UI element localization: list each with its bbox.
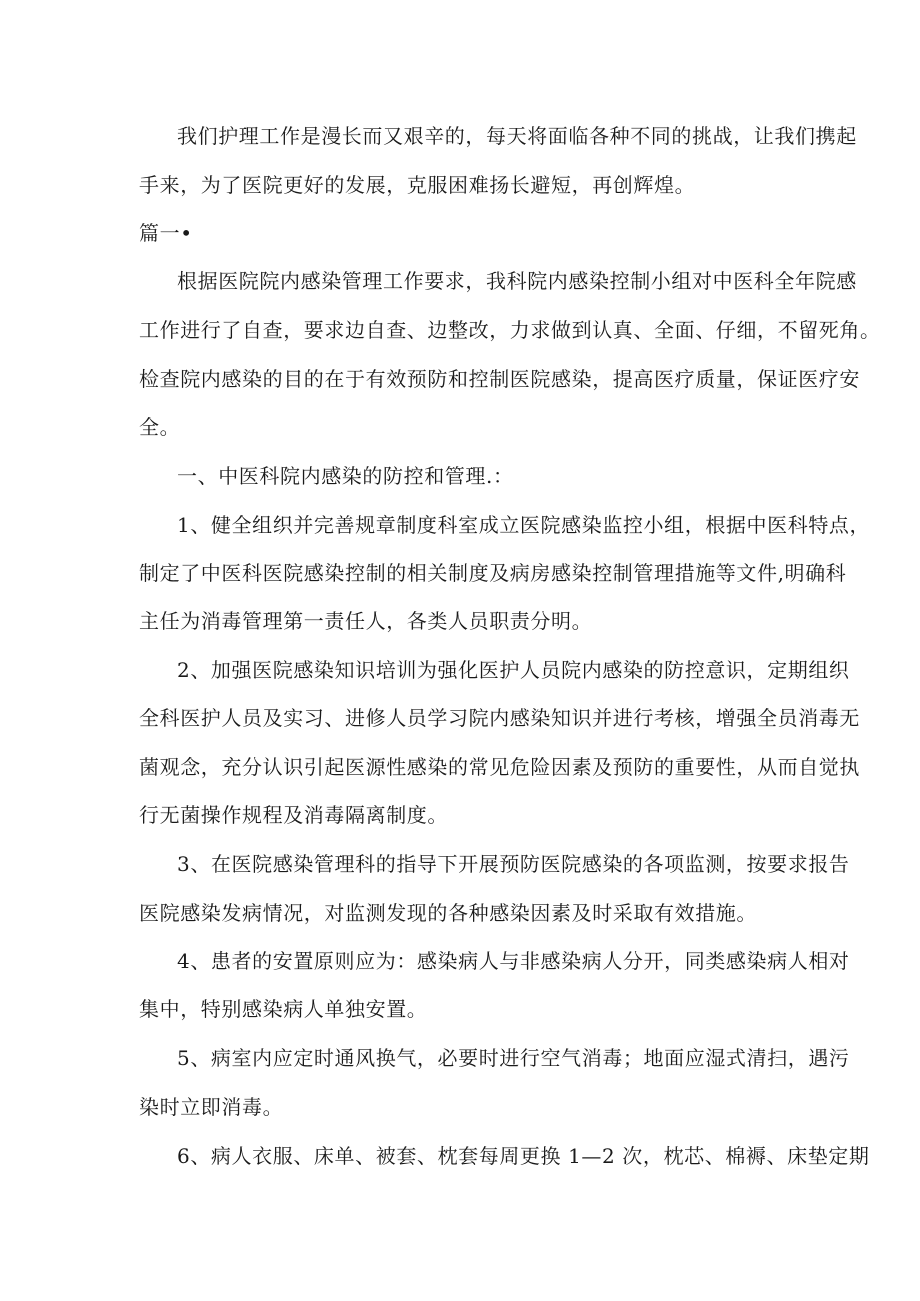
overview-line: 检查院内感染的目的在于有效预防和控制医院感染，提高医疗质量，保证医疗安 xyxy=(139,367,860,391)
item-3-line: 医院感染发病情况，对监测发现的各种感染因素及时采取有效措施。 xyxy=(139,901,757,925)
section-heading: 篇一• xyxy=(139,221,193,245)
item-1-line: 1、健全组织并完善规章制度科室成立医院感染监控小组，根据中医科特点， xyxy=(177,513,871,537)
item-2-line: 菌观念，充分认识引起医源性感染的常见危险因素及预防的重要性，从而自觉执 xyxy=(139,755,860,779)
item-3-line: 3、在医院感染管理科的指导下开展预防医院感染的各项监测，按要求报告 xyxy=(177,852,850,876)
item-1-line: 主任为消毒管理第一责任人，各类人员职责分明。 xyxy=(139,609,593,633)
item-5-line: 5、病室内应定时通风换气，必要时进行空气消毒；地面应湿式清扫，遇污 xyxy=(177,1046,850,1070)
intro-line: 我们护理工作是漫长而又艰辛的，每天将面临各种不同的挑战，让我们携起 xyxy=(177,124,857,148)
overview-line: 工作进行了自查，要求边自查、边整改，力求做到认真、全面、仔细，不留死角。 xyxy=(139,318,881,342)
item-2-line: 全科医护人员及实习、进修人员学习院内感染知识并进行考核，增强全员消毒无 xyxy=(139,706,860,730)
item-4-line: 集中，特别感染病人单独安置。 xyxy=(139,997,428,1021)
item-5-line: 染时立即消毒。 xyxy=(139,1095,284,1119)
item-2-line: 2、加强医院感染知识培训为强化医护人员院内感染的防控意识，定期组织 xyxy=(177,658,850,682)
overview-line: 全。 xyxy=(139,415,181,439)
overview-line: 根据医院院内感染管理工作要求，我科院内感染控制小组对中医科全年院感 xyxy=(177,269,857,293)
item-1-line: 制定了中医科医院感染控制的相关制度及病房感染控制管理措施等文件,明确科 xyxy=(139,561,847,585)
item-4-line: 4、患者的安置原则应为：感染病人与非感染病人分开，同类感染病人相对 xyxy=(177,949,850,973)
item-6-line: 6、病人衣服、床单、被套、枕套每周更换 1—2 次，枕芯、棉褥、床垫定期 xyxy=(177,1144,870,1168)
intro-line: 手来，为了医院更好的发展，克服困难扬长避短，再创辉煌。 xyxy=(139,173,696,197)
item-2-line: 行无菌操作规程及消毒隔离制度。 xyxy=(139,803,448,827)
subheading: 一、中医科院内感染的防控和管理.： xyxy=(177,464,514,488)
